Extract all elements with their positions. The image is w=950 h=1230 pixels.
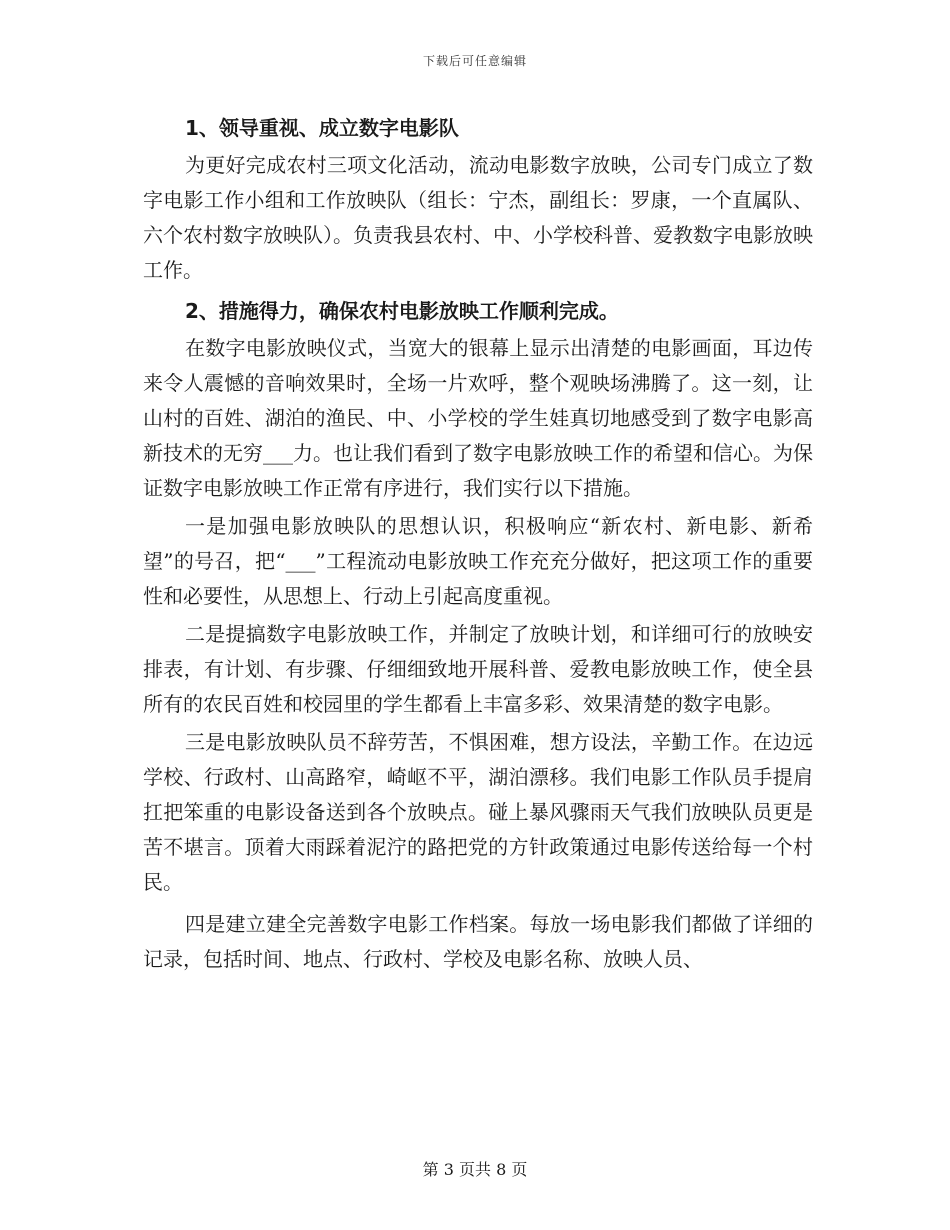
paragraph-measure-3: 三是电影放映队员不辞劳苦，不惧困难，想方设法，辛勤工作。在边远学校、行政村、山高路窄，崎岖不平，湖泊漂移。我们电影工作队员手提肩扛把笨重的电影设备送到各个放映点。碰上暴风骤雨天气我们放映队员更是苦不堪言。顶着大雨踩着泥泞的路把党的方针政策通过电影传送给每一个村民。	[143, 730, 813, 894]
paragraph-team-setup: 为更好完成农村三项文化活动，流动电影数字放映，公司专门成立了数字电影工作小组和工作放映队（组长：宁杰，副组长：罗康，一个直属队、六个农村数字放映队）。负责我县农村、中、小学校科普、爱教数字电影放映工作。	[143, 153, 813, 282]
paragraph-measure-1: 一是加强电影放映队的思想认识，积极响应“新农村、新电影、新希望”的号召，把“___”工程流动电影放映工作充充分做好，把这项工作的重要性和必要性，从思想上、行动上引起高度重视。	[143, 514, 813, 608]
page-header-note: 下载后可任意编辑	[422, 54, 527, 68]
document-body	[143, 108, 813, 980]
section-heading-2: 2、措施得力，确保农村电影放映工作顺利完成。	[185, 299, 619, 323]
section-heading-1: 1、领导重视、成立数字电影队	[185, 116, 459, 140]
page-number: 第 3 页共 8 页	[422, 1160, 528, 1179]
paragraph-measure-4: 四是建立建全完善数字电影工作档案。每放一场电影我们都做了详细的记录，包括时间、地点、行政村、学校及电影名称、放映人员、	[143, 912, 813, 971]
paragraph-measure-2: 二是提搞数字电影放映工作，并制定了放映计划，和详细可行的放映安排表，有计划、有步骤、仔细细致地开展科普、爱教电影放映工作，使全县所有的农民百姓和校园里的学生都看上丰富多彩、效果清楚的数字电影。	[143, 622, 813, 716]
paragraph-ceremony: 在数字电影放映仪式，当宽大的银幕上显示出清楚的电影画面，耳边传来令人震憾的音响效果时，全场一片欢呼，整个观映场沸腾了。这一刻，让山村的百姓、湖泊的渔民、中、小学校的学生娃真切地感受到了数字电影高新技术的无穷___力。也让我们看到了数字电影放映工作的希望和信心。为保证数字电影放映工作正常有序进行，我们实行以下措施。	[143, 336, 813, 500]
